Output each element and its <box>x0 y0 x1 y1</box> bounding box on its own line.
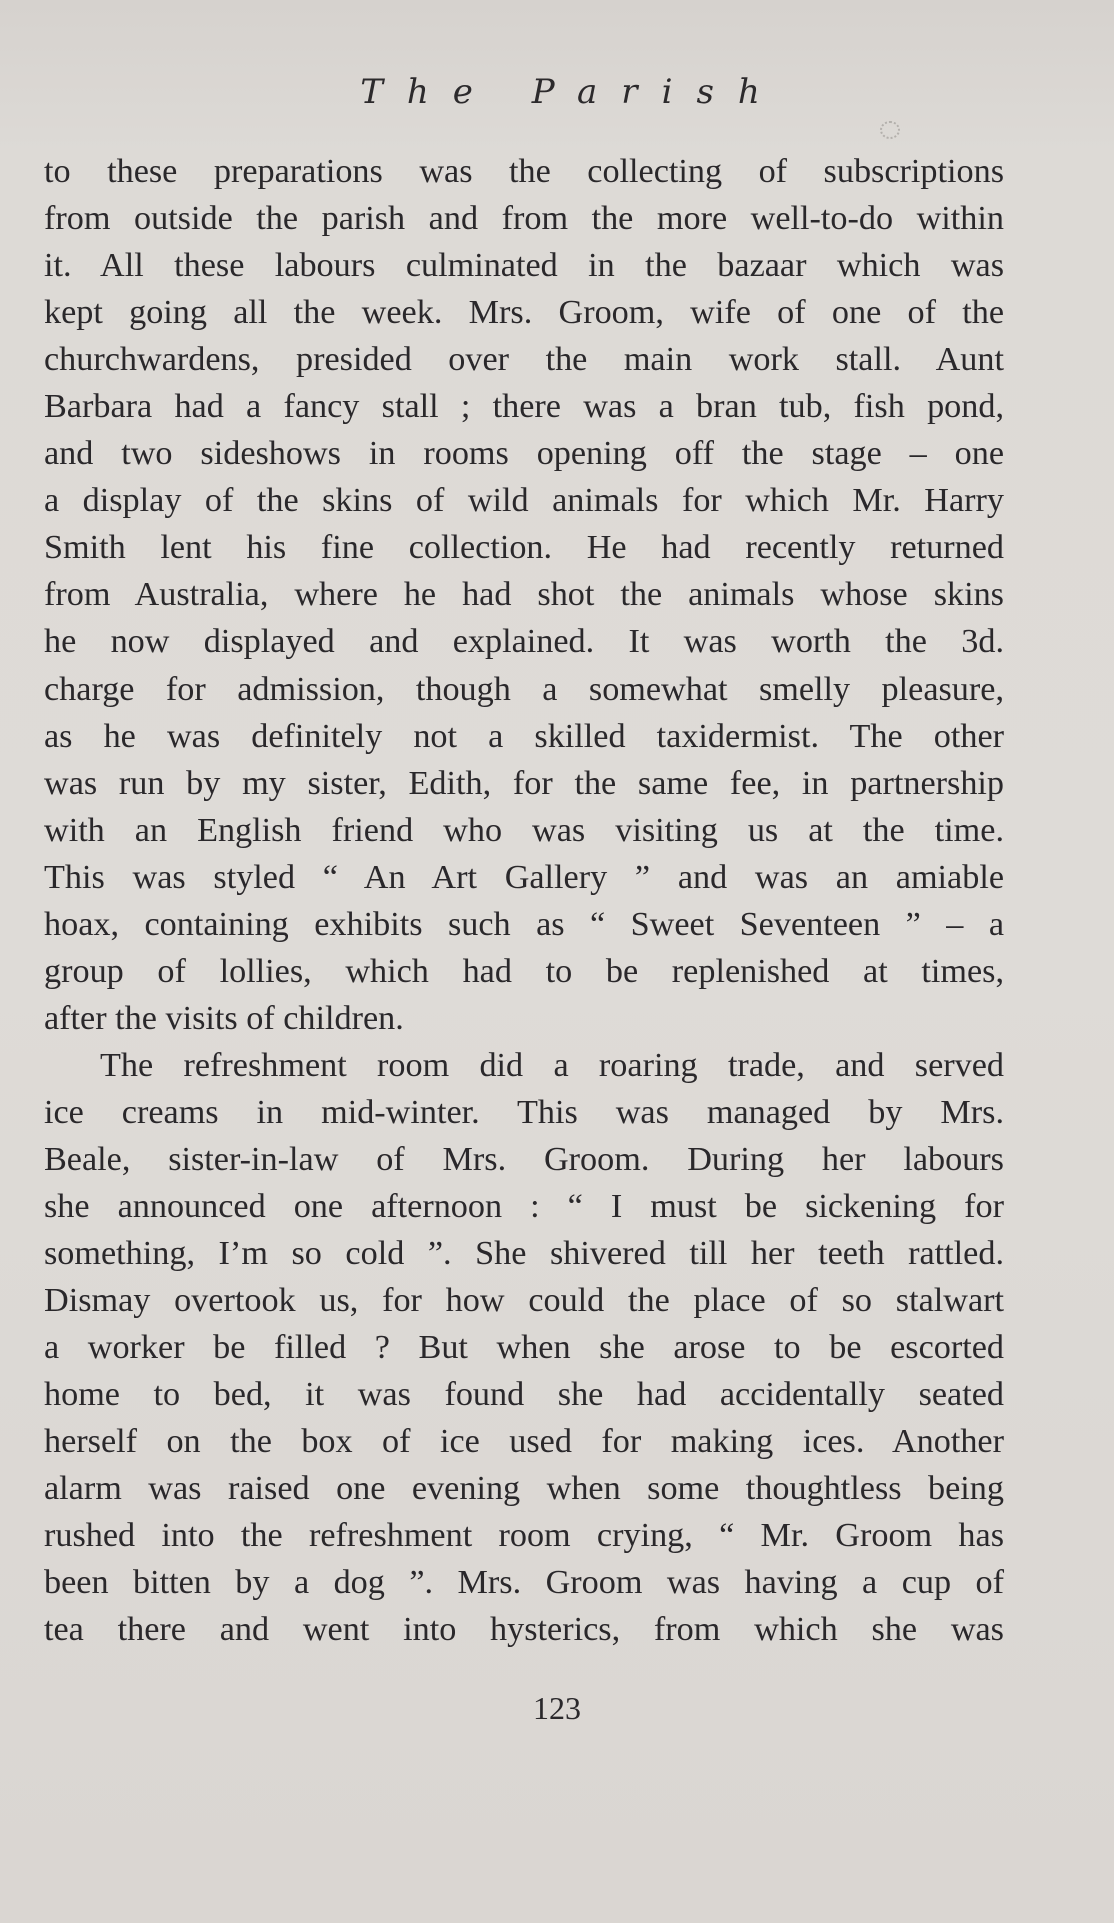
text-line: home to bed, it was found she had accidentally seated <box>44 1376 1004 1414</box>
text-line: was run by my sister, Edith, for the same fee, in partnership <box>44 764 1004 802</box>
text-line: to these preparations was the collecting of subscriptions <box>44 153 1004 190</box>
text-line: Beale, sister-in-law of Mrs. Groom. During her labours <box>44 1140 1004 1178</box>
text-line: Dismay overtook us, for how could the place of so stalwart <box>44 1282 1004 1320</box>
text-line: from Australia, where he had shot the animals whose skins <box>44 576 1004 614</box>
body-text <box>44 148 1004 1654</box>
text-line: kept going all the week. Mrs. Groom, wife of one of the <box>44 294 1004 332</box>
text-line: hoax, containing exhibits such as “ Sweet Seventeen ” – a <box>44 905 1004 943</box>
text-line: she announced one afternoon : “ I must be sickening for <box>44 1188 1004 1226</box>
text-line: after the visits of children. <box>44 999 404 1037</box>
text-line: been bitten by a dog ”. Mrs. Groom was having a cup of <box>44 1564 1004 1602</box>
text-line: he now displayed and explained. It was worth the 3d. <box>44 623 1004 661</box>
text-line: rushed into the refreshment room crying, “ Mr. Groom has <box>44 1517 1004 1555</box>
text-line: with an English friend who was visiting us at the time. <box>44 811 1004 849</box>
text-line: a display of the skins of wild animals for which Mr. Harry <box>44 482 1004 520</box>
text-line: alarm was raised one evening when some thoughtless being <box>44 1470 1004 1508</box>
text-line: The refreshment room did a roaring trade, and served <box>100 1046 1004 1084</box>
text-line: churchwardens, presided over the main work stall. Aunt <box>44 341 1004 379</box>
text-line: as he was definitely not a skilled taxidermist. The other <box>44 717 1004 755</box>
text-line: a worker be filled ? But when she arose to be escorted <box>44 1329 1004 1367</box>
text-line: it. All these labours culminated in the bazaar which was <box>44 247 1004 285</box>
text-line: Smith lent his fine collection. He had recently returned <box>44 529 1004 567</box>
text-line: and two sideshows in rooms opening off the stage – one <box>44 435 1004 473</box>
text-line: This was styled “ An Art Gallery ” and was an amiable <box>44 858 1004 896</box>
text-line: herself on the box of ice used for making ices. Another <box>44 1423 1004 1461</box>
text-line: ice creams in mid-winter. This was managed by Mrs. <box>44 1093 1004 1131</box>
text-line: something, I’m so cold ”. She shivered till her teeth rattled. <box>44 1235 1004 1273</box>
text-line: charge for admission, though a somewhat smelly pleasure, <box>44 670 1004 708</box>
text-line: Barbara had a fancy stall ; there was a bran tub, fish pond, <box>44 388 1004 426</box>
text-line: from outside the parish and from the more well-to-do within <box>44 200 1004 238</box>
running-head: The Parish <box>360 72 784 112</box>
paper-blemish <box>880 121 900 139</box>
text-line: group of lollies, which had to be replenished at times, <box>44 952 1004 990</box>
text-line: tea there and went into hysterics, from which she was <box>44 1611 1004 1649</box>
page-number: 123 <box>533 1690 581 1726</box>
